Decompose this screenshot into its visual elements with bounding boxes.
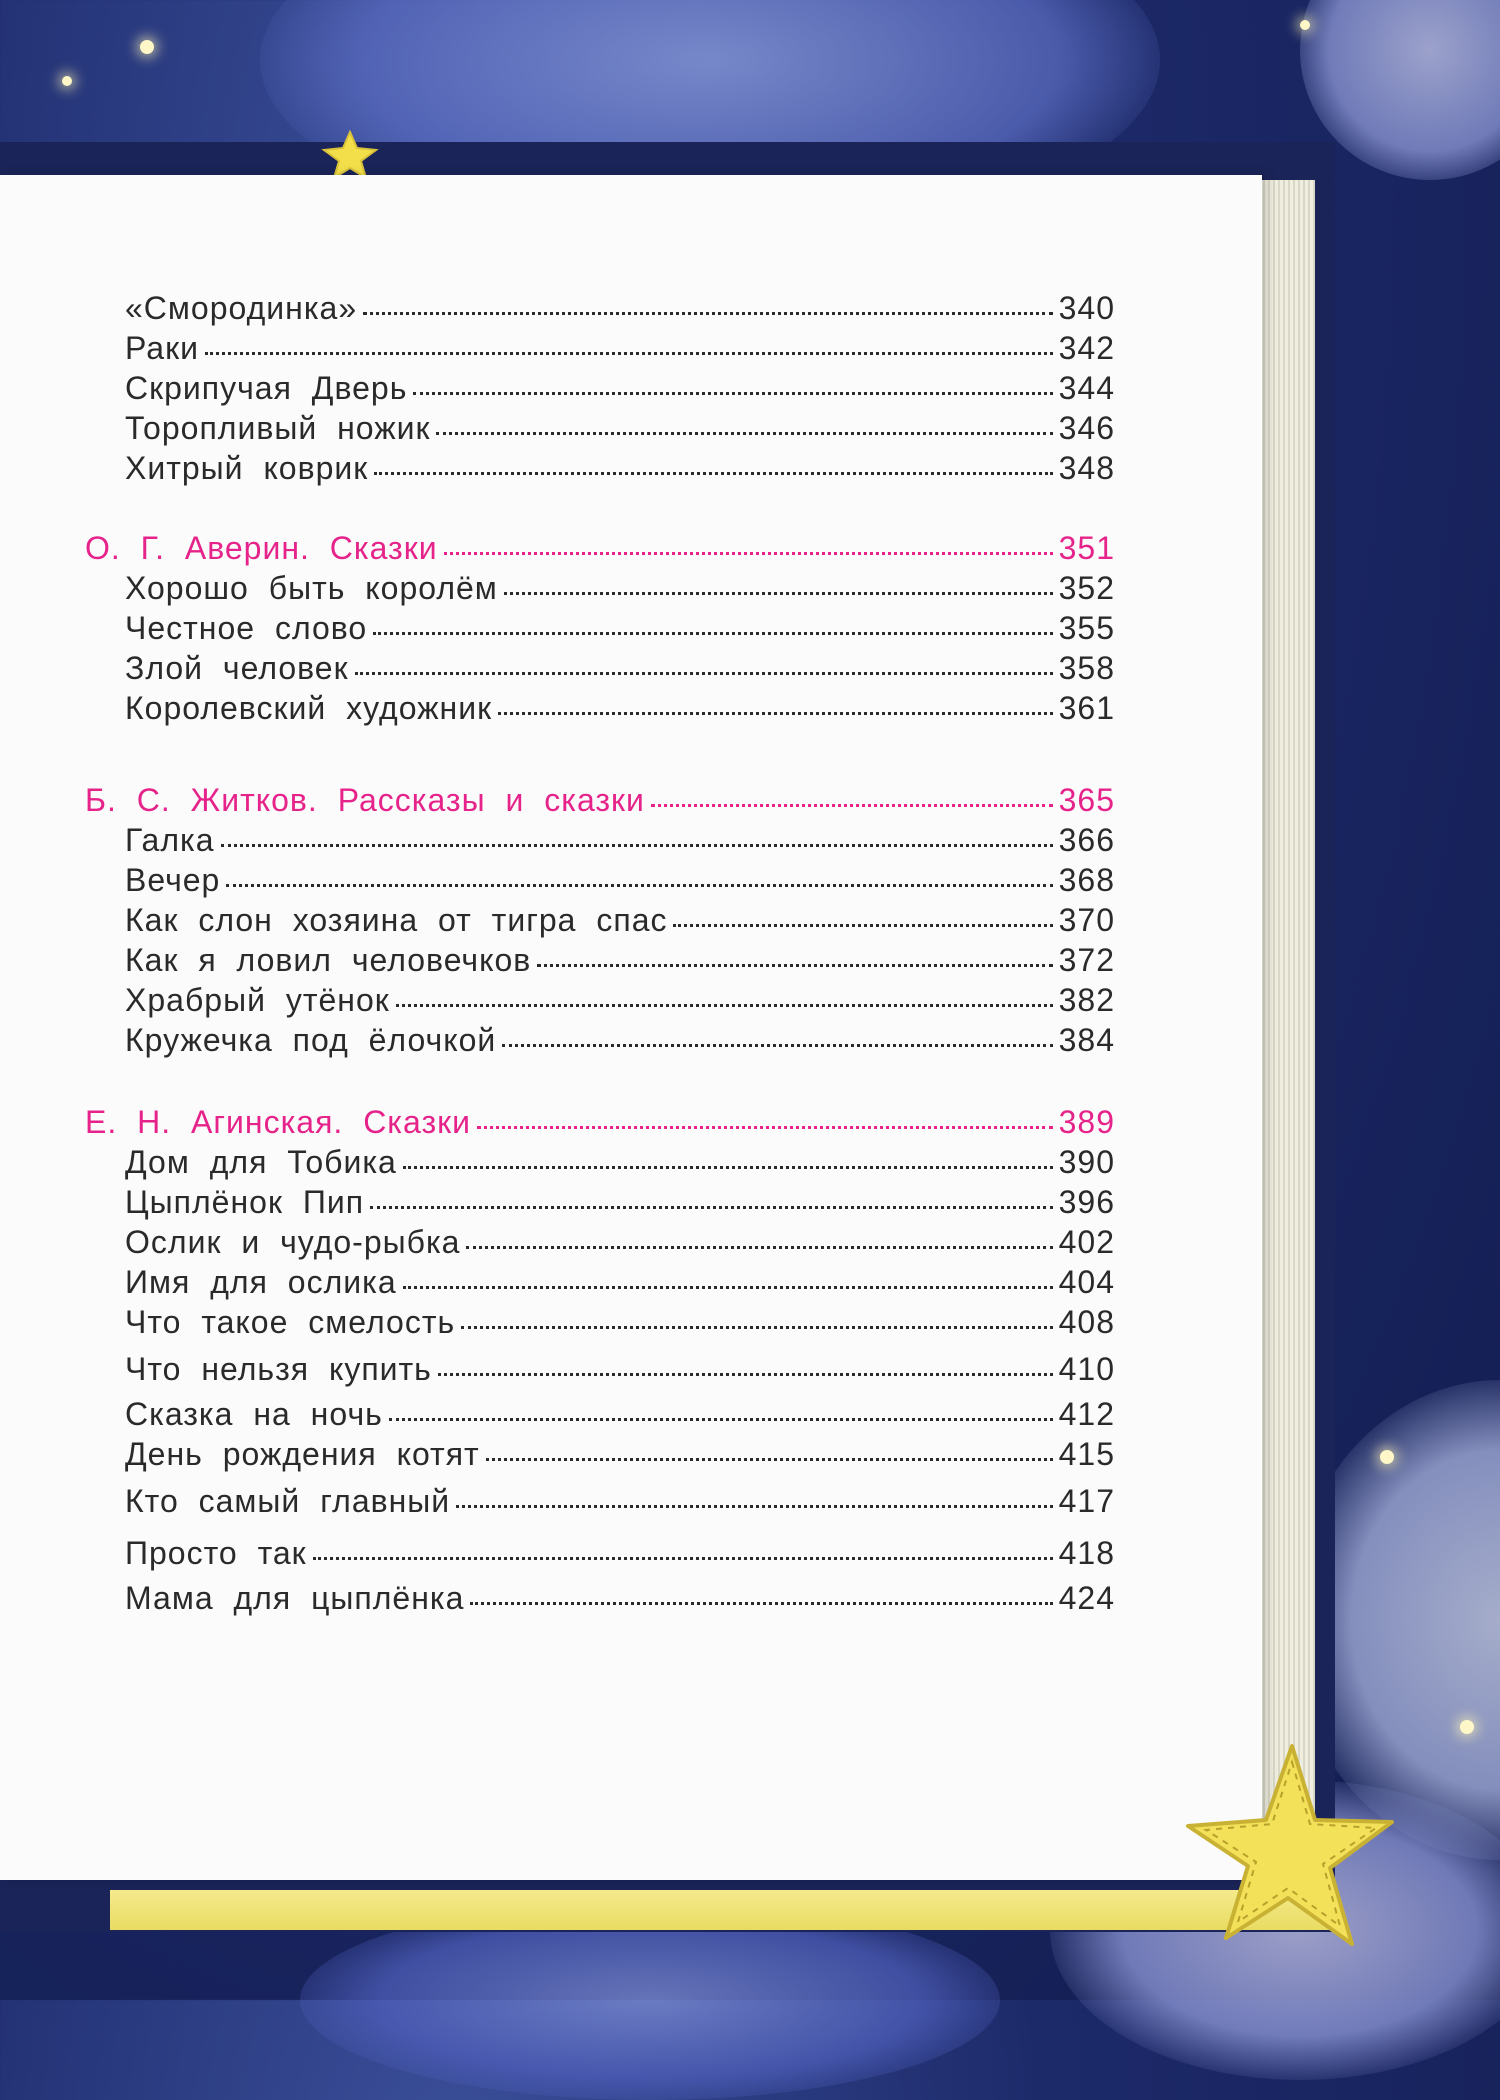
toc-section-heading xyxy=(85,1104,1115,1141)
toc-page-number: 352 xyxy=(1058,570,1115,606)
dot-leader xyxy=(438,1373,1053,1376)
toc-section-heading xyxy=(85,782,1115,819)
toc-entry xyxy=(125,1580,1115,1617)
dot-leader xyxy=(396,1004,1053,1007)
toc-entry xyxy=(125,1224,1115,1261)
toc-entry xyxy=(125,822,1115,859)
toc-entry xyxy=(125,410,1115,447)
toc-entry xyxy=(125,982,1115,1019)
dot-leader xyxy=(226,884,1052,887)
toc-title: Как слон хозяина от тигра спас xyxy=(125,902,668,938)
toc-entry xyxy=(125,290,1115,327)
dot-leader xyxy=(486,1458,1053,1461)
toc-title: «Смородинка» xyxy=(125,290,358,326)
dot-leader xyxy=(413,392,1052,395)
toc-title: Королевский художник xyxy=(125,690,493,726)
toc-entry xyxy=(125,1436,1115,1473)
toc-title: День рождения котят xyxy=(125,1436,480,1472)
toc-page-number: 342 xyxy=(1058,330,1115,366)
toc-page-number: 361 xyxy=(1058,690,1115,726)
sparkle-icon xyxy=(62,76,72,86)
toc-entry xyxy=(125,450,1115,487)
toc-entry xyxy=(125,1184,1115,1221)
toc-entry xyxy=(125,1264,1115,1301)
sparkle-icon xyxy=(1460,1720,1474,1734)
toc-entry xyxy=(125,1144,1115,1181)
toc-section-heading xyxy=(85,530,1115,567)
star-icon xyxy=(1180,1740,1400,1960)
toc-page-number: 384 xyxy=(1058,1022,1115,1058)
toc-title: Цыплёнок Пип xyxy=(125,1184,365,1220)
toc-title: Е. Н. Агинская. Сказки xyxy=(85,1104,471,1140)
toc-title: Мама для цыплёнка xyxy=(125,1580,465,1616)
dot-leader xyxy=(502,1044,1052,1047)
dot-leader xyxy=(389,1418,1053,1421)
dot-leader xyxy=(403,1166,1053,1169)
dot-leader xyxy=(504,592,1053,595)
dot-leader xyxy=(537,964,1052,967)
dot-leader xyxy=(205,352,1053,355)
toc-page-number: 355 xyxy=(1058,610,1115,646)
toc-entry xyxy=(125,1483,1115,1520)
toc-entry xyxy=(125,1535,1115,1572)
toc-page-number: 412 xyxy=(1058,1396,1115,1432)
sparkle-icon xyxy=(140,40,154,54)
dot-leader xyxy=(466,1246,1052,1249)
toc-title: Сказка на ночь xyxy=(125,1396,383,1432)
toc-title: Просто так xyxy=(125,1535,307,1571)
toc-page-number: 408 xyxy=(1058,1304,1115,1340)
toc-title: Кружечка под ёлочкой xyxy=(125,1022,497,1058)
toc-title: Хитрый коврик xyxy=(125,450,369,486)
dot-leader xyxy=(498,712,1053,715)
toc-title: Раки xyxy=(125,330,199,366)
toc-title: Торопливый ножик xyxy=(125,410,431,446)
toc-entry xyxy=(125,570,1115,607)
dot-leader xyxy=(370,1206,1053,1209)
toc-page-number: 351 xyxy=(1058,530,1115,566)
toc-page-number: 424 xyxy=(1058,1580,1115,1616)
toc-title: Скрипучая Дверь xyxy=(125,370,408,406)
toc-entry xyxy=(125,330,1115,367)
toc-entry xyxy=(125,370,1115,407)
toc-entry xyxy=(125,1351,1115,1388)
toc-page-number: 410 xyxy=(1058,1351,1115,1387)
dot-leader xyxy=(444,552,1053,555)
toc-page-number: 396 xyxy=(1058,1184,1115,1220)
toc-entry xyxy=(125,942,1115,979)
dot-leader xyxy=(363,312,1053,315)
sparkle-icon xyxy=(1380,1450,1394,1464)
book-bottom-edge xyxy=(110,1890,1330,1930)
toc-entry xyxy=(125,1396,1115,1433)
toc-page-number: 389 xyxy=(1058,1104,1115,1140)
dot-leader xyxy=(477,1126,1053,1129)
toc-page-number: 346 xyxy=(1058,410,1115,446)
toc-page-number: 404 xyxy=(1058,1264,1115,1300)
toc-entry xyxy=(125,862,1115,899)
toc-title: Хорошо быть королём xyxy=(125,570,498,606)
toc-title: Что такое смелость xyxy=(125,1304,456,1340)
dot-leader xyxy=(221,844,1053,847)
toc-title: Вечер xyxy=(125,862,221,898)
toc-title: Дом для Тобика xyxy=(125,1144,397,1180)
star-icon xyxy=(320,130,380,180)
toc-page-number: 348 xyxy=(1058,450,1115,486)
toc-page-number: 417 xyxy=(1058,1483,1115,1519)
toc-page-number: 402 xyxy=(1058,1224,1115,1260)
dot-leader xyxy=(456,1505,1052,1508)
toc-title: Честное слово xyxy=(125,610,368,646)
toc-title: Галка xyxy=(125,822,215,858)
toc-title: Что нельзя купить xyxy=(125,1351,432,1387)
dot-leader xyxy=(673,924,1052,927)
toc-title: Кто самый главный xyxy=(125,1483,451,1519)
dot-leader xyxy=(436,432,1052,435)
toc-title: Б. С. Житков. Рассказы и сказки xyxy=(85,782,645,818)
toc-page-number: 340 xyxy=(1058,290,1115,326)
toc-entry xyxy=(125,610,1115,647)
dot-leader xyxy=(355,672,1053,675)
toc-title: Имя для ослика xyxy=(125,1264,397,1300)
toc-page-number: 366 xyxy=(1058,822,1115,858)
dot-leader xyxy=(373,632,1052,635)
table-of-contents xyxy=(0,175,1262,1880)
dot-leader xyxy=(403,1286,1053,1289)
page-edges xyxy=(1255,180,1315,1880)
dot-leader xyxy=(374,472,1052,475)
toc-entry xyxy=(125,902,1115,939)
toc-title: Храбрый утёнок xyxy=(125,982,390,1018)
dot-leader xyxy=(651,804,1053,807)
toc-page-number: 344 xyxy=(1058,370,1115,406)
toc-page-number: 382 xyxy=(1058,982,1115,1018)
toc-entry xyxy=(125,1304,1115,1341)
toc-entry xyxy=(125,1022,1115,1059)
toc-entry xyxy=(125,650,1115,687)
dot-leader xyxy=(470,1602,1052,1605)
toc-page-number: 415 xyxy=(1058,1436,1115,1472)
toc-title: Злой человек xyxy=(125,650,349,686)
toc-entry xyxy=(125,690,1115,727)
sparkle-icon xyxy=(1300,20,1310,30)
dot-leader xyxy=(313,1557,1053,1560)
toc-page-number: 390 xyxy=(1058,1144,1115,1180)
dot-leader xyxy=(461,1326,1052,1329)
toc-page-number: 370 xyxy=(1058,902,1115,938)
toc-title: О. Г. Аверин. Сказки xyxy=(85,530,438,566)
toc-title: Ослик и чудо-рыбка xyxy=(125,1224,461,1260)
toc-page-number: 418 xyxy=(1058,1535,1115,1571)
toc-page-number: 358 xyxy=(1058,650,1115,686)
toc-page-number: 372 xyxy=(1058,942,1115,978)
book-page xyxy=(0,175,1262,1880)
toc-page-number: 365 xyxy=(1058,782,1115,818)
toc-title: Как я ловил человечков xyxy=(125,942,532,978)
toc-page-number: 368 xyxy=(1058,862,1115,898)
